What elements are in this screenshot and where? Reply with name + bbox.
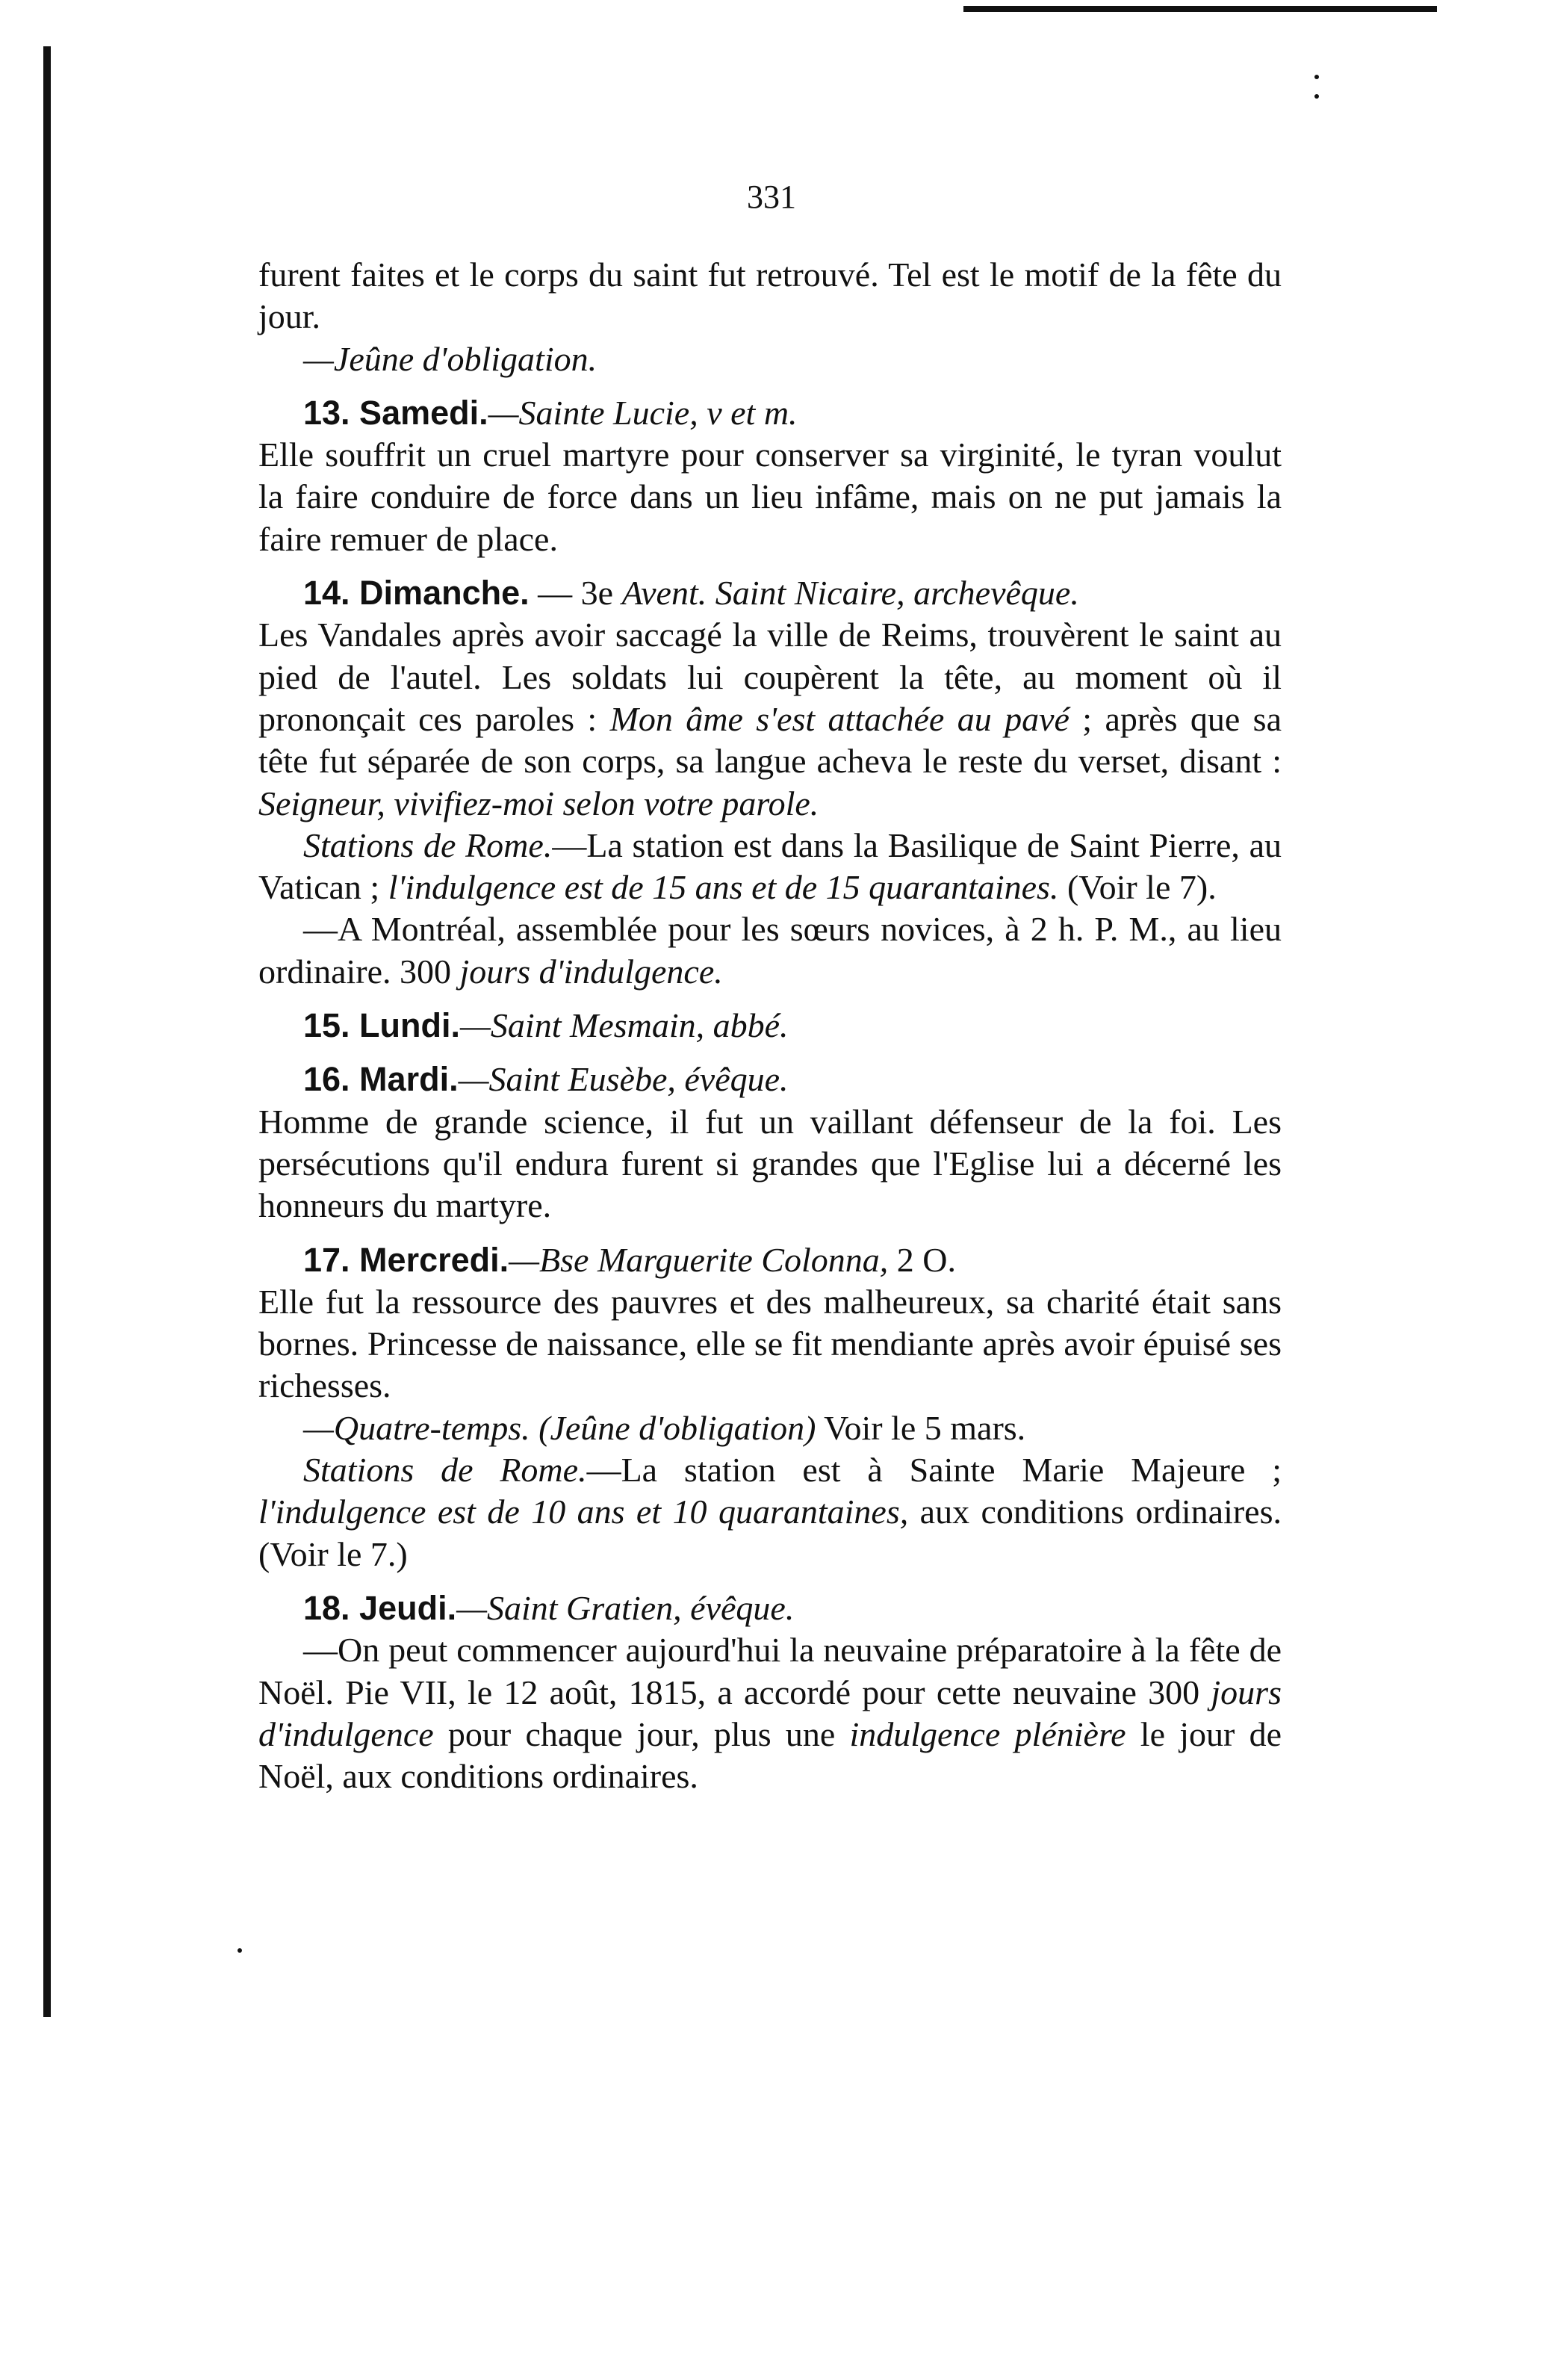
- scan-speck: [1314, 94, 1319, 99]
- body-text: Les Vandales après avoir saccagé la ville de Reims, trouvèrent le saint au pied de l'autel. Les soldats lui coupèrent la tête, au moment où il prononçait ces paroles :: [258, 616, 1282, 738]
- paragraph-gap: [258, 1227, 1282, 1239]
- italic-text: indulgence plénière: [849, 1714, 1126, 1753]
- page-body-text: [258, 254, 1282, 1797]
- paragraph-gap: [258, 1575, 1282, 1587]
- body-text: Voir le 5 mars.: [816, 1408, 1026, 1447]
- day-heading: 18. Jeudi.: [303, 1588, 457, 1627]
- body-text: Elle fut la ressource des pauvres et des malheureux, sa charité était sans bornes. Princesse de naissance, elle se fit mendiante après avoir épuisé ses richesses.: [258, 1282, 1282, 1405]
- day-heading: 17. Mercredi.: [303, 1240, 509, 1279]
- paragraph-p7: [258, 825, 1282, 909]
- italic-text: Seigneur, vivifiez-moi selon votre parole.: [258, 784, 819, 822]
- paragraph-p3: [258, 392, 1282, 434]
- top-border-line: [963, 6, 1437, 12]
- body-text: furent faites et le corps du saint fut retrouvé. Tel est le motif de la fête du jour.: [258, 255, 1282, 336]
- page-number: 331: [747, 179, 796, 215]
- paragraph-p1: [258, 254, 1282, 338]
- italic-text: —Saint Eusèbe, évêque.: [458, 1060, 789, 1099]
- body-text: aux conditions ordinaires. (Voir le 7.): [258, 1493, 1282, 1573]
- body-text: ; après que sa tête fut séparée de son corps, sa langue acheva le reste du verset, disant :: [258, 699, 1282, 781]
- italic-text: l'indulgence est de 10 ans et 10 quarantaines,: [258, 1493, 909, 1531]
- paragraph-gap: [258, 1047, 1282, 1059]
- italic-text: jours d'indulgence.: [459, 952, 723, 991]
- paragraph-p8: [258, 908, 1282, 993]
- italic-text: Stations de Rome.: [303, 825, 553, 864]
- paragraph-gap: [258, 380, 1282, 392]
- day-heading: 14. Dimanche.: [303, 574, 530, 613]
- body-text: pour chaque jour, plus une: [433, 1714, 850, 1753]
- body-text: le jour de Noël, aux conditions ordinaires.: [258, 1714, 1282, 1796]
- scan-speck: [237, 1948, 242, 1953]
- body-text: —A Montréal, assemblée pour les sœurs novices, à 2 h. P. M., au lieu ordinaire. 300: [258, 910, 1282, 991]
- italic-text: Mon âme s'est attachée au pavé: [609, 699, 1069, 738]
- italic-text: Avent. Saint Nicaire, archevêque.: [621, 574, 1079, 613]
- body-text: Elle souffrit un cruel martyre pour conserver sa virginité, le tyran voulut la faire conduire de force dans un lieu infâme, mais on ne put jamais la faire remuer de place.: [258, 436, 1282, 558]
- body-text: —On peut commencer aujourd'hui la neuvaine préparatoire à la fête de Noël. Pie VII, le 12 août, 1815, a accordé pour cette neuvaine 300: [258, 1631, 1282, 1711]
- italic-text: —Bse Marguerite Colonna,: [509, 1240, 889, 1279]
- italic-text: —Sainte Lucie, v et m.: [488, 393, 798, 432]
- body-text: (Voir le 7).: [1058, 868, 1217, 907]
- body-text: —La station est à Sainte Marie Majeure ;: [586, 1451, 1282, 1490]
- italic-text: jours d'indulgence: [258, 1673, 1282, 1753]
- paragraph-p11: [258, 1101, 1282, 1227]
- body-text: — 3e: [529, 574, 622, 613]
- scan-speck: [1314, 75, 1319, 79]
- left-binding-edge-lower: [43, 1046, 51, 2017]
- body-text: 2 O.: [888, 1240, 956, 1279]
- paragraph-p17: [258, 1629, 1282, 1797]
- paragraph-p9: [258, 1005, 1282, 1047]
- day-heading: 13. Samedi.: [303, 393, 488, 432]
- paragraph-gap: [258, 560, 1282, 572]
- italic-text: Stations de Rome.: [303, 1451, 587, 1490]
- paragraph-p6: [258, 614, 1282, 824]
- paragraph-p15: [258, 1449, 1282, 1575]
- paragraph-p10: [258, 1059, 1282, 1100]
- paragraph-p5: [258, 572, 1282, 614]
- italic-text: —Saint Gratien, évêque.: [456, 1588, 795, 1627]
- paragraph-p12: [258, 1239, 1282, 1281]
- paragraph-gap: [258, 993, 1282, 1005]
- day-heading: 15. Lundi.: [303, 1006, 461, 1045]
- body-text: —La station est dans la Basilique de Saint Pierre, au Vatican ;: [258, 825, 1282, 907]
- paragraph-p14: [258, 1407, 1282, 1449]
- paragraph-p16: [258, 1587, 1282, 1629]
- italic-text: —Saint Mesmain, abbé.: [460, 1006, 789, 1045]
- italic-text: —Quatre-temps. (Jeûne d'obligation): [303, 1408, 816, 1447]
- italic-text: l'indulgence est de 15 ans et de 15 quarantaines.: [388, 868, 1059, 907]
- italic-text: —Jeûne d'obligation.: [303, 339, 597, 378]
- paragraph-p4: [258, 434, 1282, 560]
- day-heading: 16. Mardi.: [303, 1060, 459, 1099]
- body-text: Homme de grande science, il fut un vaillant défenseur de la foi. Les persécutions qu'il endura furent si grandes que l'Eglise lui a décerné les honneurs du martyre.: [258, 1102, 1282, 1225]
- paragraph-p2: [258, 338, 1282, 380]
- paragraph-p13: [258, 1281, 1282, 1407]
